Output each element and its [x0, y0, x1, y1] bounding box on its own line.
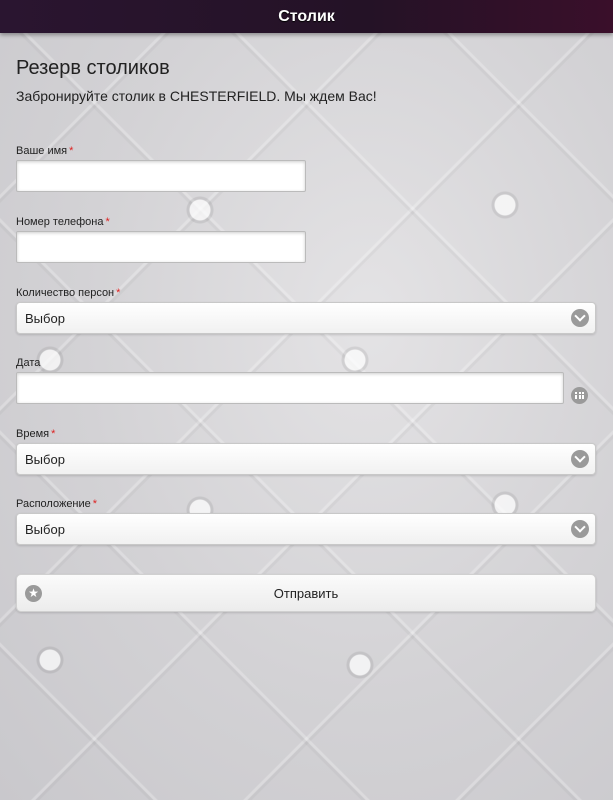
required-mark: * — [51, 428, 56, 440]
submit-button[interactable] — [16, 574, 596, 612]
date-label — [16, 357, 40, 369]
location-label — [16, 498, 97, 510]
page-title: Резерв столиков — [16, 57, 170, 79]
phone-label — [16, 216, 110, 228]
persons-select-value: Выбор — [25, 310, 65, 326]
time-label — [16, 428, 55, 440]
name-label-text: Ваше имя — [16, 145, 68, 157]
chevron-down-icon — [571, 309, 589, 327]
time-select-value: Выбор — [25, 451, 65, 467]
date-input[interactable] — [16, 372, 564, 404]
name-input[interactable] — [16, 160, 306, 192]
persons-select[interactable] — [16, 302, 596, 334]
persons-label — [16, 287, 120, 299]
name-label — [16, 145, 73, 157]
header-bar — [0, 0, 613, 33]
required-mark: * — [116, 287, 121, 299]
location-select[interactable] — [16, 513, 596, 545]
phone-input[interactable] — [16, 231, 306, 263]
page-subtitle: Забронируйте столик в CHESTERFIELD. Мы ждем Вас! — [16, 88, 377, 104]
location-select-value: Выбор — [25, 521, 65, 537]
required-mark: * — [69, 145, 74, 157]
header-title: Столик — [278, 7, 335, 25]
calendar-grid — [575, 392, 584, 399]
time-select[interactable] — [16, 443, 596, 475]
required-mark: * — [105, 216, 110, 228]
persons-label-text: Количество персон — [16, 287, 115, 299]
chevron-down-icon — [571, 450, 589, 468]
phone-label-text: Номер телефона — [16, 216, 104, 228]
calendar-icon[interactable] — [571, 387, 588, 404]
submit-label: Отправить — [273, 585, 339, 601]
location-label-text: Расположение — [16, 498, 91, 510]
required-mark: * — [92, 498, 98, 510]
star-icon: ★ — [25, 585, 42, 602]
time-label-text: Время — [16, 428, 50, 440]
date-label-text: Дата — [16, 357, 41, 369]
chevron-down-icon — [571, 520, 589, 538]
